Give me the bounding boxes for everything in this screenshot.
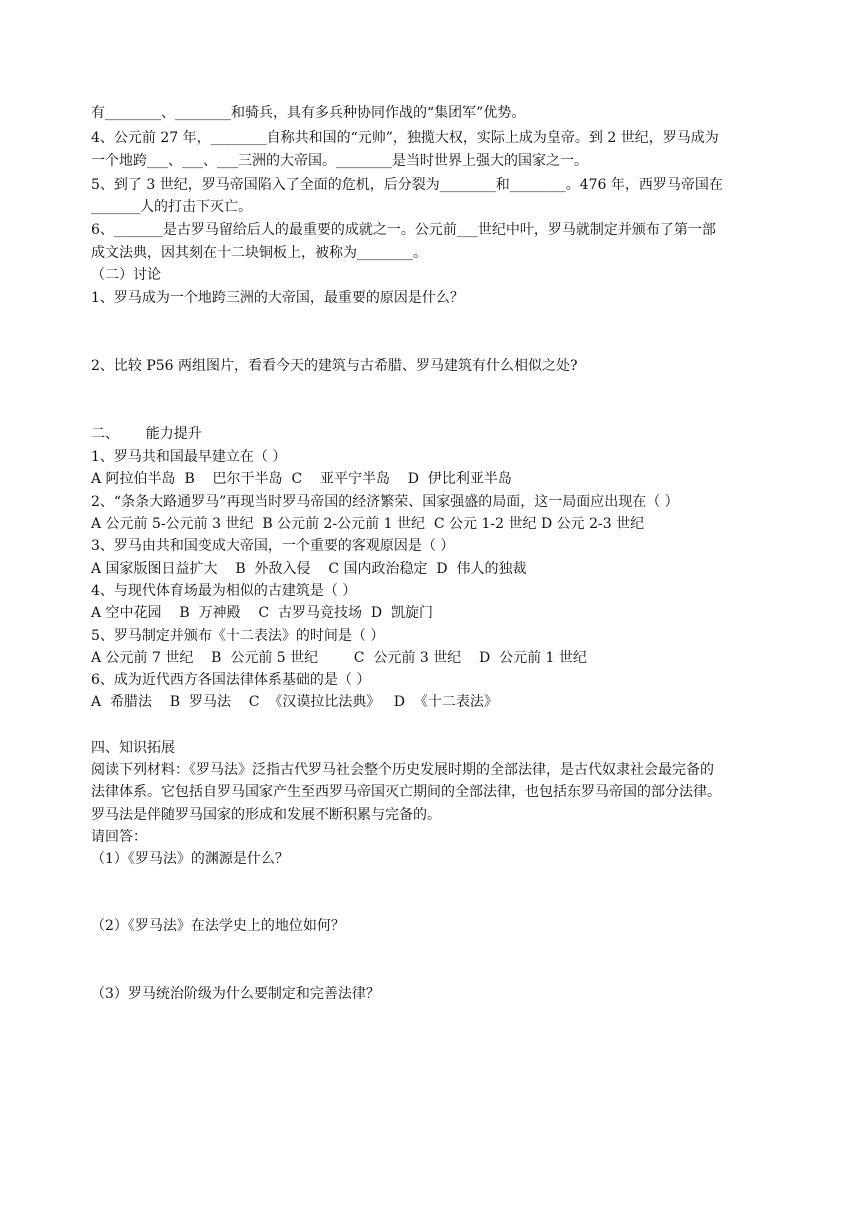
ability-q1-options: A 阿拉伯半岛 B 巴尔干半岛 C 亚平宁半岛 D 伊比利亚半岛 <box>91 471 512 487</box>
ability-q3: 3、罗马由共和国变成大帝国，一个重要的客观原因是（ ） <box>91 538 455 554</box>
extension-heading: 四、知识拓展 <box>91 740 175 756</box>
ability-q6-options: A 希腊法 B 罗马法 C 《汉谟拉比法典》 D 《十二表法》 <box>91 694 498 710</box>
fill-q5-line1: 5、到了 3 世纪，罗马帝国陷入了全面的危机，后分裂为________和________。476 年，西罗马帝国在 <box>91 177 723 193</box>
ability-q3-options: A 国家版图日益扩大 B 外敌入侵 C 国内政治稳定 D 伟人的独裁 <box>91 561 527 577</box>
fill-q5-line2: _______人的打击下灭亡。 <box>91 199 252 215</box>
fill-q6-line1: 6、_______是古罗马留给后人的最重要的成就之一。公元前___世纪中叶，罗马就制定并颁布了第一部 <box>91 222 716 238</box>
ability-q2-options: A 公元前 5-公元前 3 世纪 B 公元前 2-公元前 1 世纪 C 公元 1-2 世纪 D 公元 2-3 世纪 <box>91 516 645 532</box>
ability-q1: 1、罗马共和国最早建立在（ ） <box>91 449 287 465</box>
fill-line-armies: 有________、________和骑兵，具有多兵种协同作战的“集团军”优势。 <box>91 105 526 121</box>
fill-q4-line1: 4、公元前 27 年，________自称共和国的“元帅”，独揽大权，实际上成为皇帝。到 2 世纪，罗马成为 <box>91 130 719 146</box>
ability-q2: 2、“条条大路通罗马”再现当时罗马帝国的经济繁荣、国家强盛的局面，这一局面应出现在（ ） <box>91 494 679 510</box>
discussion-q2: 2、比较 P56 两组图片，看看今天的建筑与古希腊、罗马建筑有什么相似之处? <box>91 358 578 374</box>
fill-q6-line2: 成文法典，因其刻在十二块铜板上，被称为________。 <box>91 245 427 261</box>
extension-para-line3: 罗马法是伴随罗马国家的形成和发展不断积累与完备的。 <box>91 807 441 823</box>
extension-q3: （3）罗马统治阶级为什么要制定和完善法律？ <box>91 986 380 1002</box>
extension-q2: （2）《罗马法》在法学史上的地位如何？ <box>91 918 345 934</box>
fill-q4-line2: 一个地跨___、___、___三洲的大帝国。________是当时世界上强大的国家之一。 <box>91 153 588 169</box>
extension-prompt: 请回答： <box>91 829 147 845</box>
discussion-heading: （二）讨论 <box>91 267 161 283</box>
extension-q1: （1）《罗马法》的渊源是什么？ <box>91 851 289 867</box>
ability-q6: 6、成为近代西方各国法律体系基础的是（ ） <box>91 672 371 688</box>
extension-para-line1: 阅读下列材料：《罗马法》泛指古代罗马社会整个历史发展时期的全部法律，是古代奴隶社会最完备的 <box>91 762 714 778</box>
extension-para-line2: 法律体系。它包括自罗马国家产生至西罗马帝国灭亡期间的全部法律，也包括东罗马帝国的部分法律。 <box>91 784 721 800</box>
ability-q4-options: A 空中花园 B 万神殿 C 古罗马竞技场 D 凯旋门 <box>91 605 433 621</box>
discussion-q1: 1、罗马成为一个地跨三洲的大帝国，最重要的原因是什么？ <box>91 290 464 306</box>
ability-heading: 二、 能力提升 <box>91 426 202 442</box>
ability-q4: 4、与现代体育场最为相似的古建筑是（ ） <box>91 583 357 599</box>
ability-q5: 5、罗马制定并颁布《十二表法》的时间是（ ） <box>91 628 385 644</box>
ability-q5-options: A 公元前 7 世纪 B 公元前 5 世纪 C 公元前 3 世纪 D 公元前 1 世纪 <box>91 650 587 666</box>
